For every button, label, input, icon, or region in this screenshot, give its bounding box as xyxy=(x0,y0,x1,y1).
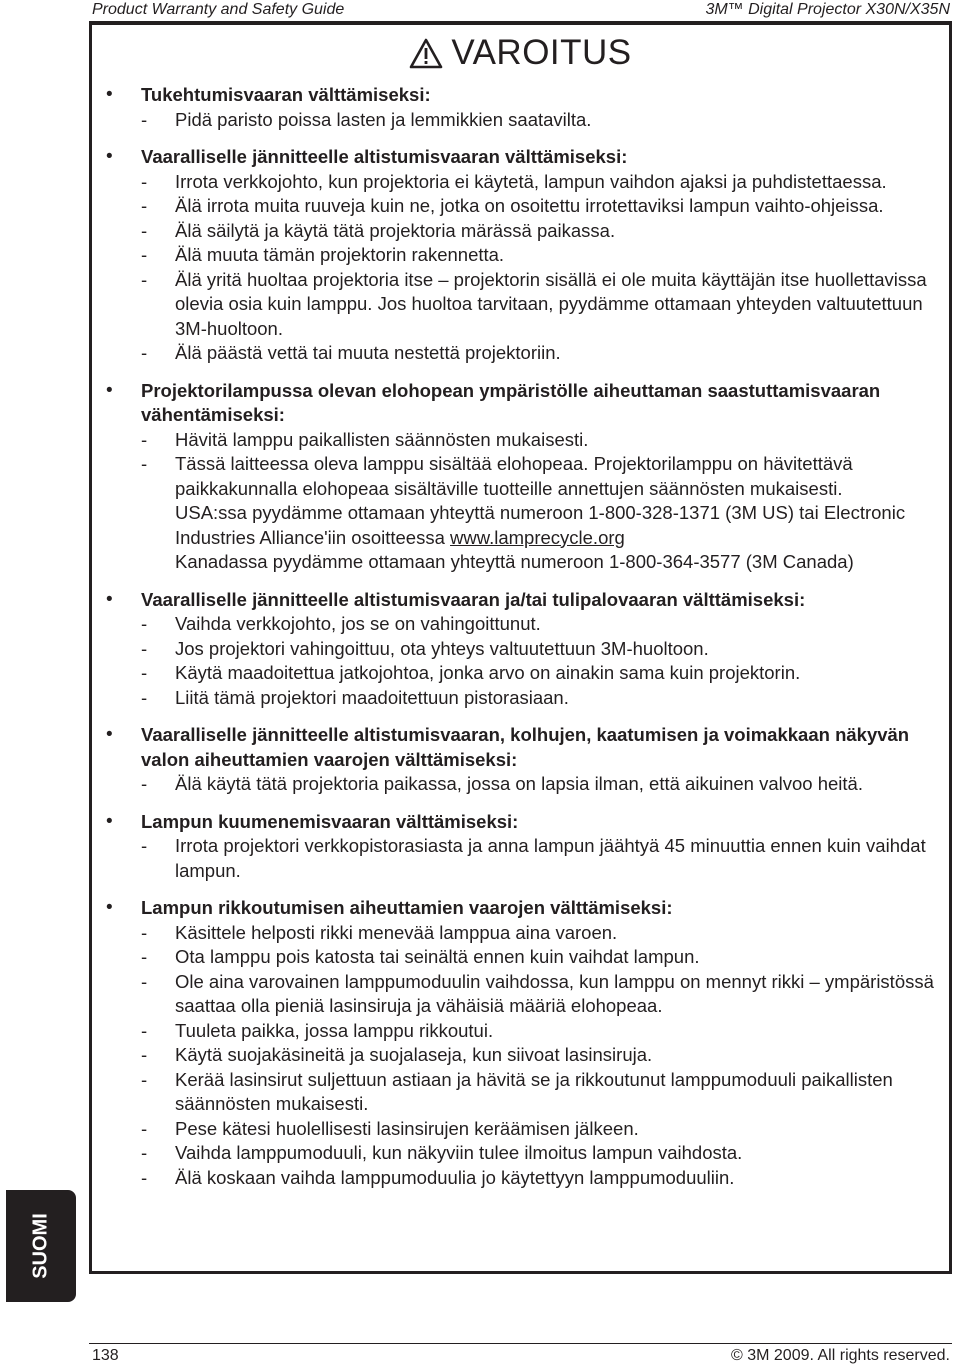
list-item xyxy=(141,834,937,883)
item-text: Tuuleta paikka, jossa lamppu rikkoutui. xyxy=(175,1019,494,1041)
list-item xyxy=(141,194,937,219)
dash-marker: - xyxy=(141,170,148,192)
dash-marker: - xyxy=(141,219,148,241)
list-item xyxy=(141,945,937,970)
item-text: Liitä tämä projektori maadoitettuun pistorasiaan. xyxy=(175,686,569,708)
item-text: Älä käytä tätä projektoria paikassa, jossa on lapsia ilman, että aikuinen valvoo heitä. xyxy=(175,773,863,794)
item-text: Pidä paristo poissa lasten ja lemmikkien saatavilta. xyxy=(175,108,592,130)
item-text: Älä säilytä ja käytä tätä projektoria märässä paikassa. xyxy=(175,219,616,241)
section-title: Lampun rikkoutumisen aiheuttamien vaarojen välttämiseksi: xyxy=(141,897,673,918)
list-item xyxy=(141,1117,937,1142)
item-text: Käsittele helposti rikki menevää lamppua aina varoen. xyxy=(175,921,618,943)
list-item xyxy=(141,341,937,366)
bullet-marker: • xyxy=(106,724,113,745)
section-title: Vaaralliselle jännitteelle altistumisvaaran, kolhujen, kaatumisen ja voimakkaan näkyvän valon aiheuttamien vaarojen välttämiseksi: xyxy=(141,724,910,770)
bullet-marker: • xyxy=(106,588,113,610)
canada-recycling-info: Kanadassa pyydämme ottamaan yhteyttä numeroon 1-800-364-3577 (3M Canada) xyxy=(175,551,854,572)
item-text: Vaihda lamppumoduuli, kun näkyviin tulee ilmoitus lampun vaihdosta. xyxy=(175,1142,743,1163)
list-item xyxy=(141,170,937,195)
list-item xyxy=(141,661,937,686)
list-item xyxy=(141,1141,937,1166)
dash-marker: - xyxy=(141,637,148,659)
item-text: Hävitä lamppu paikallisten säännösten mukaisesti. xyxy=(175,428,589,450)
list-item xyxy=(141,1166,937,1191)
dash-marker: - xyxy=(141,1117,148,1139)
item-text: Älä yritä huoltaa projektoria itse – projektorin sisällä ei ole muita käyttäjän itse huollettavissa olevia osia kuin lamppu. Jos huoltoa tarvitaan, pyydämme ottamaan yhteyden valtuutettuun 3M-huoltoon. xyxy=(175,268,927,339)
item-text: Älä muuta tämän projektorin rakennetta. xyxy=(175,244,505,265)
list-item xyxy=(141,268,937,342)
dash-marker: - xyxy=(141,835,148,856)
list-item xyxy=(141,428,937,453)
item-text: Kerää lasinsirut suljettuun astiaan ja hävitä se ja rikkoutunut lamppumoduuli paikallisten säännösten mukaisesti. xyxy=(175,1068,893,1114)
usa-recycling-info xyxy=(141,501,937,550)
language-label: SUOMI xyxy=(29,1213,52,1279)
item-text: Pese kätesi huolellisesti lasinsirujen keräämisen jälkeen. xyxy=(175,1117,639,1139)
bullet-marker: • xyxy=(106,897,113,918)
section-title: Lampun kuumenemisvaaran välttämiseksi: xyxy=(141,810,519,832)
page-number: 138 xyxy=(92,1347,119,1364)
item-text: Ole aina varovainen lamppumoduulin vaihdossa, kun lamppu on mennyt rikki – ympäristössä saattaa olla pieniä lasinsiruja ja vähäisiä määriä elohopeaa. xyxy=(175,970,934,1016)
dash-marker: - xyxy=(141,342,148,363)
item-text: Ota lamppu pois katosta tai seinältä ennen kuin vaihdat lampun. xyxy=(175,946,700,967)
copyright-notice: © 3M 2009. All rights reserved. xyxy=(731,1347,950,1364)
dash-marker: - xyxy=(141,244,148,265)
item-text: Älä päästä vettä tai muuta nestettä projektoriin. xyxy=(175,342,561,363)
warning-title: VAROITUS xyxy=(451,33,632,72)
usa-recycling-text: USA:ssa pyydämme ottamaan yhteyttä numeroon 1-800-328-1371 (3M US) tai Electronic Industries Alliance'iin osoitteessa xyxy=(175,502,906,548)
dash-marker: - xyxy=(141,662,148,683)
dash-marker: - xyxy=(141,946,148,967)
list-item xyxy=(141,243,937,268)
list-item xyxy=(141,637,937,662)
bullet-marker: • xyxy=(106,84,113,105)
dash-marker: - xyxy=(141,1166,148,1188)
warning-triangle-icon xyxy=(409,38,443,69)
warning-section xyxy=(106,145,937,366)
section-title: Vaaralliselle jännitteelle altistumisvaaran ja/tai tulipalovaaran välttämiseksi: xyxy=(141,588,806,610)
dash-marker: - xyxy=(141,428,148,450)
dash-marker: - xyxy=(141,268,148,290)
dash-marker: - xyxy=(141,1142,148,1163)
dash-marker: - xyxy=(141,108,148,130)
dash-marker: - xyxy=(141,773,148,794)
item-text: Jos projektori vahingoittuu, ota yhteys valtuutettuun 3M-huoltoon. xyxy=(175,637,709,659)
item-text: Vaihda verkkojohto, jos se on vahingoittunut. xyxy=(175,613,541,634)
footer-divider xyxy=(89,1343,952,1344)
header-guide-title: Product Warranty and Safety Guide xyxy=(92,1,345,18)
dash-marker: - xyxy=(141,453,148,474)
dash-marker: - xyxy=(141,970,148,992)
list-item xyxy=(141,921,937,946)
item-text: Irrota verkkojohto, kun projektoria ei käytetä, lampun vaihdon ajaksi ja puhdistettaessa. xyxy=(175,170,887,192)
dash-marker: - xyxy=(141,921,148,943)
warning-section xyxy=(106,723,937,797)
dash-marker: - xyxy=(141,1068,148,1090)
warning-section xyxy=(106,896,937,1190)
warning-section xyxy=(106,379,937,575)
list-item xyxy=(141,452,937,501)
section-title: Tukehtumisvaaran välttämiseksi: xyxy=(141,84,431,105)
list-item xyxy=(141,772,937,797)
warning-section xyxy=(106,810,937,884)
list-item xyxy=(141,219,937,244)
bullet-marker: • xyxy=(106,810,113,832)
dash-marker: - xyxy=(141,613,148,634)
section-title: Vaaralliselle jännitteelle altistumisvaaran välttämiseksi: xyxy=(141,146,628,167)
bullet-marker: • xyxy=(106,146,113,167)
list-item xyxy=(141,1019,937,1044)
warning-box xyxy=(89,22,952,1274)
item-text: Käytä maadoitettua jatkojohtoa, jonka arvo on ainakin sama kuin projektorin. xyxy=(175,662,801,683)
list-item xyxy=(141,686,937,711)
language-side-tab xyxy=(6,1190,76,1302)
dash-marker: - xyxy=(141,1044,148,1065)
section-title: Projektorilampussa olevan elohopean ympäristölle aiheuttaman saastuttamisvaaran vähentämiseksi: xyxy=(141,379,881,425)
warning-section xyxy=(106,588,937,711)
list-item xyxy=(141,1068,937,1117)
header-product-name: 3M™ Digital Projector X30N/X35N xyxy=(705,1,950,18)
item-text: Irrota projektori verkkopistorasiasta ja anna lampun jäähtyä 45 minuuttia ennen kuin vaihdat lampun. xyxy=(175,835,926,881)
list-item xyxy=(141,970,937,1019)
dash-marker: - xyxy=(141,1019,148,1041)
dash-marker: - xyxy=(141,686,148,708)
bullet-marker: • xyxy=(106,379,113,401)
warning-heading xyxy=(92,33,949,73)
list-item xyxy=(141,612,937,637)
warning-section xyxy=(106,83,937,132)
item-text: Älä koskaan vaihda lamppumoduulia jo käytettyyn lamppumoduuliin. xyxy=(175,1166,735,1188)
list-item xyxy=(141,1043,937,1068)
warning-sections xyxy=(106,83,937,1203)
item-text: Käytä suojakäsineitä ja suojalaseja, kun siivoat lasinsiruja. xyxy=(175,1044,653,1065)
item-text: Tässä laitteessa oleva lamppu sisältää elohopeaa. Projektorilamppu on hävitettävä paikkakunnalla elohopeaa sisältäville tuotteille annettujen säännösten mukaisesti. xyxy=(175,453,853,499)
item-text: Älä irrota muita ruuveja kuin ne, jotka on osoitettu irrotettaviksi lampun vaihto-ohjeissa. xyxy=(175,195,884,216)
list-item xyxy=(141,108,937,133)
dash-marker: - xyxy=(141,195,148,216)
lamprecycle-link[interactable]: www.lamprecycle.org xyxy=(450,526,625,548)
